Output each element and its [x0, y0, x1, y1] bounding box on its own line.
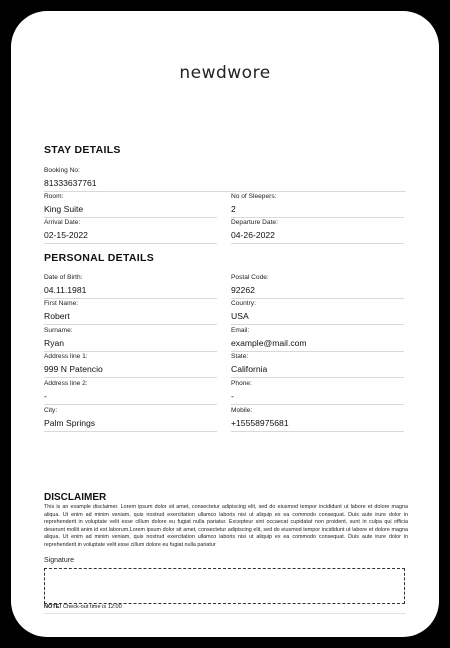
brand-logo: newdwore [179, 63, 271, 83]
city-value: Palm Springs [44, 418, 217, 432]
note-divider [44, 613, 406, 614]
state-label: State: [231, 353, 249, 360]
arrival-value: 02-15-2022 [44, 230, 217, 244]
room-value: King Suite [44, 204, 217, 218]
address-line-1-field [44, 353, 217, 378]
arrival-field [44, 219, 217, 244]
phone-value: - [231, 391, 404, 405]
dob-field [44, 274, 217, 299]
country-field [231, 300, 404, 325]
departure-field [231, 219, 404, 244]
dob-label: Date of Birth: [44, 274, 83, 281]
stay-details-title: STAY DETAILS [44, 144, 121, 156]
booking-no-value: 81333637761 [44, 178, 406, 192]
booking-no-label: Booking No: [44, 167, 80, 174]
email-label: Email: [231, 327, 250, 334]
state-field [231, 353, 404, 378]
email-field [231, 327, 404, 352]
phone-field [231, 380, 404, 405]
room-label: Room: [44, 193, 64, 200]
disclaimer-title: DISCLAIMER [44, 492, 107, 503]
personal-details-title: PERSONAL DETAILS [44, 252, 155, 264]
sleepers-label: No of Sleepers: [231, 193, 277, 200]
address-line-1-label: Address line 1: [44, 353, 88, 360]
note-text: Check-out time is 12:00 [61, 604, 122, 610]
booking-no-field [44, 167, 406, 192]
phone-label: Phone: [231, 380, 252, 387]
surname-label: Surname: [44, 327, 73, 334]
disclaimer-text: This is an example disclaimer. Lorem ipsum dolor sit amet, consectetur adipiscing elit, sed do eiusmod tempor incididunt ut labore et dolore magna aliqua. Ut enim ad minim veniam, quis nostrud exercitation ullamco laboris nisi ut aliquip ex ea commodo consequat. Duis aute irure dolor in reprehenderit in voluptate velit esse cillum dolore eu fugiat nulla pariatur. Excepteur sint occaecat cupidatat non proident, sunt in culpa qui officia deserunt mollit anim id est laborum.Lorem ipsum dolor sit amet, consectetur adipiscing elit, sed do eiusmod tempor incididunt ut labore et dolore magna aliqua. Ut enim ad minim veniam, quis nostrud exercitation ullamco laboris nisi ut aliquip ex ea commodo consequat. Duis aute irure dolor in reprehenderit in voluptate velit esse cillum dolore eu fugiat nulla pariatur [44, 504, 408, 548]
document-screen [11, 11, 439, 637]
country-label: Country: [231, 300, 256, 307]
room-field [44, 193, 217, 218]
surname-field [44, 327, 217, 352]
arrival-label: Arrival Date: [44, 219, 81, 226]
sleepers-field [231, 193, 404, 218]
first-name-field [44, 300, 217, 325]
dob-value: 04.11.1981 [44, 285, 217, 299]
departure-value: 04-26-2022 [231, 230, 404, 244]
checkout-note [44, 604, 122, 610]
mobile-field [231, 407, 404, 432]
signature-label: Signature [44, 557, 74, 564]
mobile-label: Mobile: [231, 407, 253, 414]
address-line-2-label: Address line 2: [44, 380, 88, 387]
first-name-value: Robert [44, 311, 217, 325]
note-prefix: NOTE! [44, 604, 62, 610]
postal-code-label: Postal Code: [231, 274, 269, 281]
signature-box[interactable] [44, 568, 405, 604]
sleepers-value: 2 [231, 204, 404, 218]
city-field [44, 407, 217, 432]
mobile-value: +15558975681 [231, 418, 404, 432]
postal-code-value: 92262 [231, 285, 404, 299]
surname-value: Ryan [44, 338, 217, 352]
postal-code-field [231, 274, 404, 299]
departure-label: Departure Date: [231, 219, 278, 226]
address-line-1-value: 999 N Patencio [44, 364, 217, 378]
address-line-2-value: - [44, 391, 217, 405]
email-value: example@mail.com [231, 338, 404, 352]
first-name-label: First Name: [44, 300, 79, 307]
city-label: City: [44, 407, 58, 414]
state-value: California [231, 364, 404, 378]
country-value: USA [231, 311, 404, 325]
address-line-2-field [44, 380, 217, 405]
